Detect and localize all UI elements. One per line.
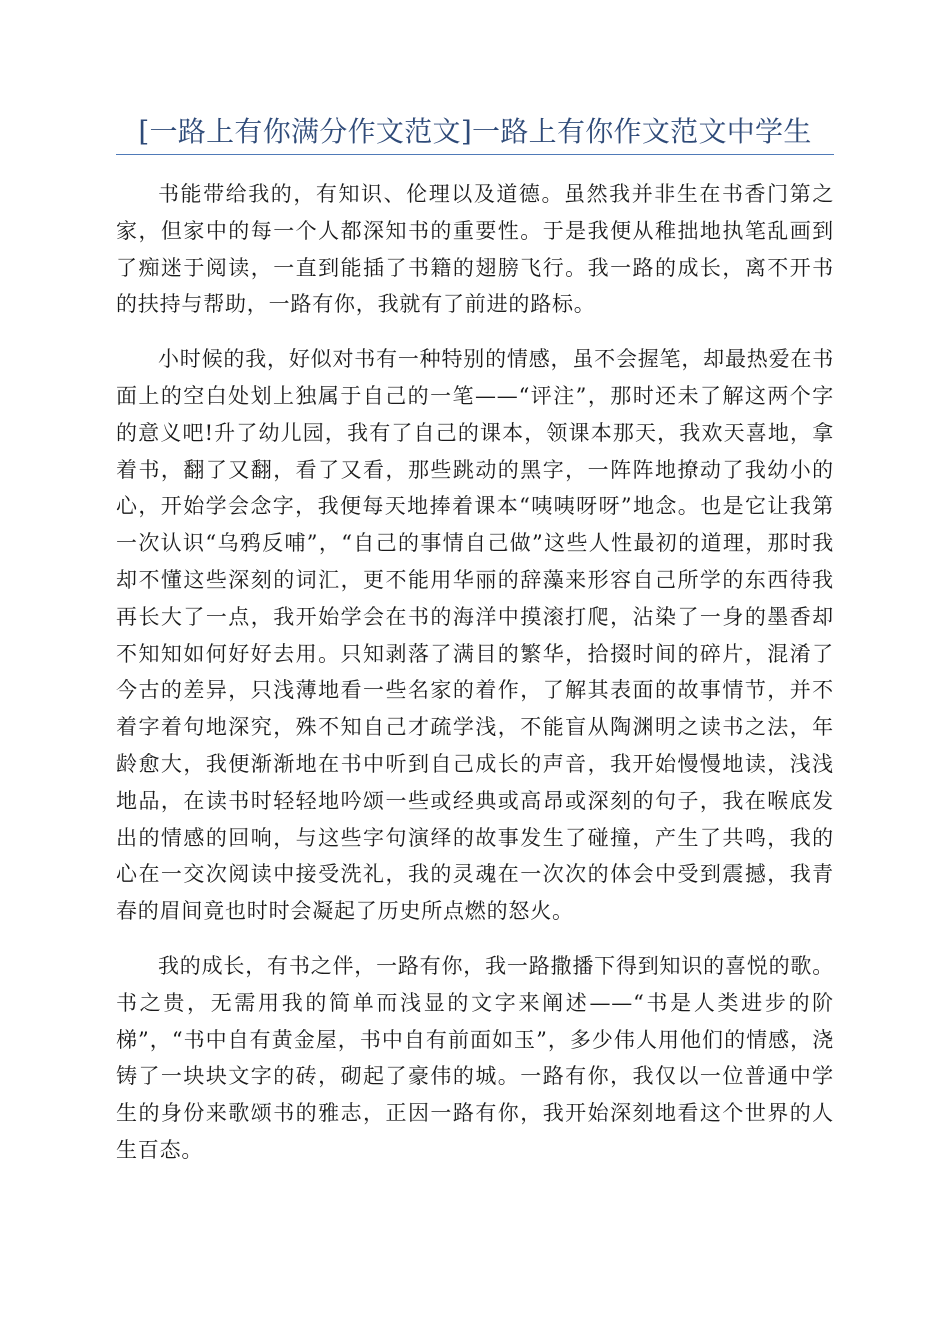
title-underline [116,154,834,155]
paragraph-2: 小时候的我，好似对书有一种特别的情感，虽不会握笔，却最热爱在书面上的空白处划上独属于自己的一笔——“评注”，那时还未了解这两个字的意义吧!升了幼儿园，我有了自己的课本，领课本那天，我欢天喜地，拿着书，翻了又翻，看了又看，那些跳动的黑字，一阵阵地撩动了我幼小的心，开始学会念字，我便每天地捧着课本“咦咦呀呀”地念。也是它让我第一次认识“乌鸦反哺”，“自己的事情自己做”这些人性最初的道理，那时我却不懂这些深刻的词汇，更不能用华丽的辞藻来形容自己所学的东西待我再长大了一点，我开始学会在书的海洋中摸滚打爬，沾染了一身的墨香却不知知如何好好去用。只知剥落了满目的繁华，拾掇时间的碎片，混淆了今古的差异，只浅薄地看一些名家的着作，了解其表面的故事情节，并不着字着句地深究，殊不知自己才疏学浅，不能盲从陶渊明之读书之法，年龄愈大，我便渐渐地在书中听到自己成长的声音，我开始慢慢地读，浅浅地品，在读书时轻轻地吟颂一些或经典或高昂或深刻的句子，我在喉底发出的情感的回响，与这些字句演绎的故事发生了碰撞，产生了共鸣，我的心在一交次阅读中接受洗礼，我的灵魂在一次次的体会中受到震撼，我青春的眉间竟也时时会凝起了历史所点燃的怒火。 [116,347,834,924]
paragraph-1: 书能带给我的，有知识、伦理以及道德。虽然我并非生在书香门第之家，但家中的每一个人都深知书的重要性。于是我便从稚拙地执笔乱画到了痴迷于阅读，一直到能插了书籍的翅膀飞行。我一路的成长，离不开书的扶持与帮助，一路有你，我就有了前进的路标。 [116,182,834,317]
document-body [116,176,834,1187]
document-title: [一路上有你满分作文范文]一路上有你作文范文中学生 [138,115,812,148]
paragraph-3: 我的成长，有书之伴，一路有你，我一路撒播下得到知识的喜悦的歌。书之贵，无需用我的简单而浅显的文字来阐述——“书是人类进步的阶梯”，“书中自有黄金屋，书中自有前面如玉”，多少伟人用他们的情感，浇铸了一块块文字的砖，砌起了豪伟的城。一路有你，我仅以一位普通中学生的身份来歌颂书的雅志，正因一路有你，我开始深刻地看这个世界的人生百态。 [116,953,834,1162]
